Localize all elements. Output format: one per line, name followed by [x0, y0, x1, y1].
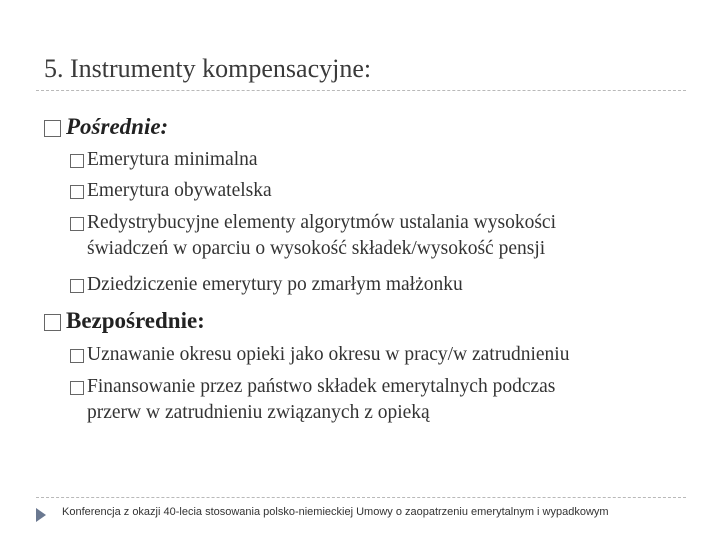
checkbox-bullet-icon [70, 349, 84, 363]
list-item: Uznawanie okresu opieki jako okresu w pracy/w zatrudnieniu [87, 342, 569, 368]
checkbox-bullet-icon [70, 381, 84, 395]
checkbox-bullet-icon [70, 279, 84, 293]
list-item: Emerytura minimalna [87, 147, 258, 173]
slide-title: 5. Instrumenty kompensacyjne: [44, 54, 372, 83]
list-item: Dziedziczenie emerytury po zmarłym małżonku [87, 272, 463, 298]
section-heading-posrednie: Pośrednie: [66, 114, 168, 140]
checkbox-bullet-icon [70, 217, 84, 231]
checkbox-bullet-icon [70, 185, 84, 199]
list-item: Redystrybucyjne elementy algorytmów ustalania wysokości świadczeń w oparciu o wysokość składek/wysokość pensji [87, 210, 556, 262]
footer-divider [36, 497, 686, 498]
section-heading-bezposrednie: Bezpośrednie: [66, 308, 205, 334]
checkbox-bullet-icon [70, 154, 84, 168]
slide-footer: Konferencja z okazji 40-lecia stosowania polsko-niemieckiej Umowy o zaopatrzeniu emerytalnym i wypadkowym [62, 506, 609, 518]
list-item: Emerytura obywatelska [87, 178, 272, 204]
checkbox-bullet-icon [44, 120, 61, 137]
checkbox-bullet-icon [44, 314, 61, 331]
list-item: Finansowanie przez państwo składek emerytalnych podczas przerw w zatrudnieniu związanych z opieką [87, 374, 555, 426]
play-arrow-icon [36, 508, 46, 522]
